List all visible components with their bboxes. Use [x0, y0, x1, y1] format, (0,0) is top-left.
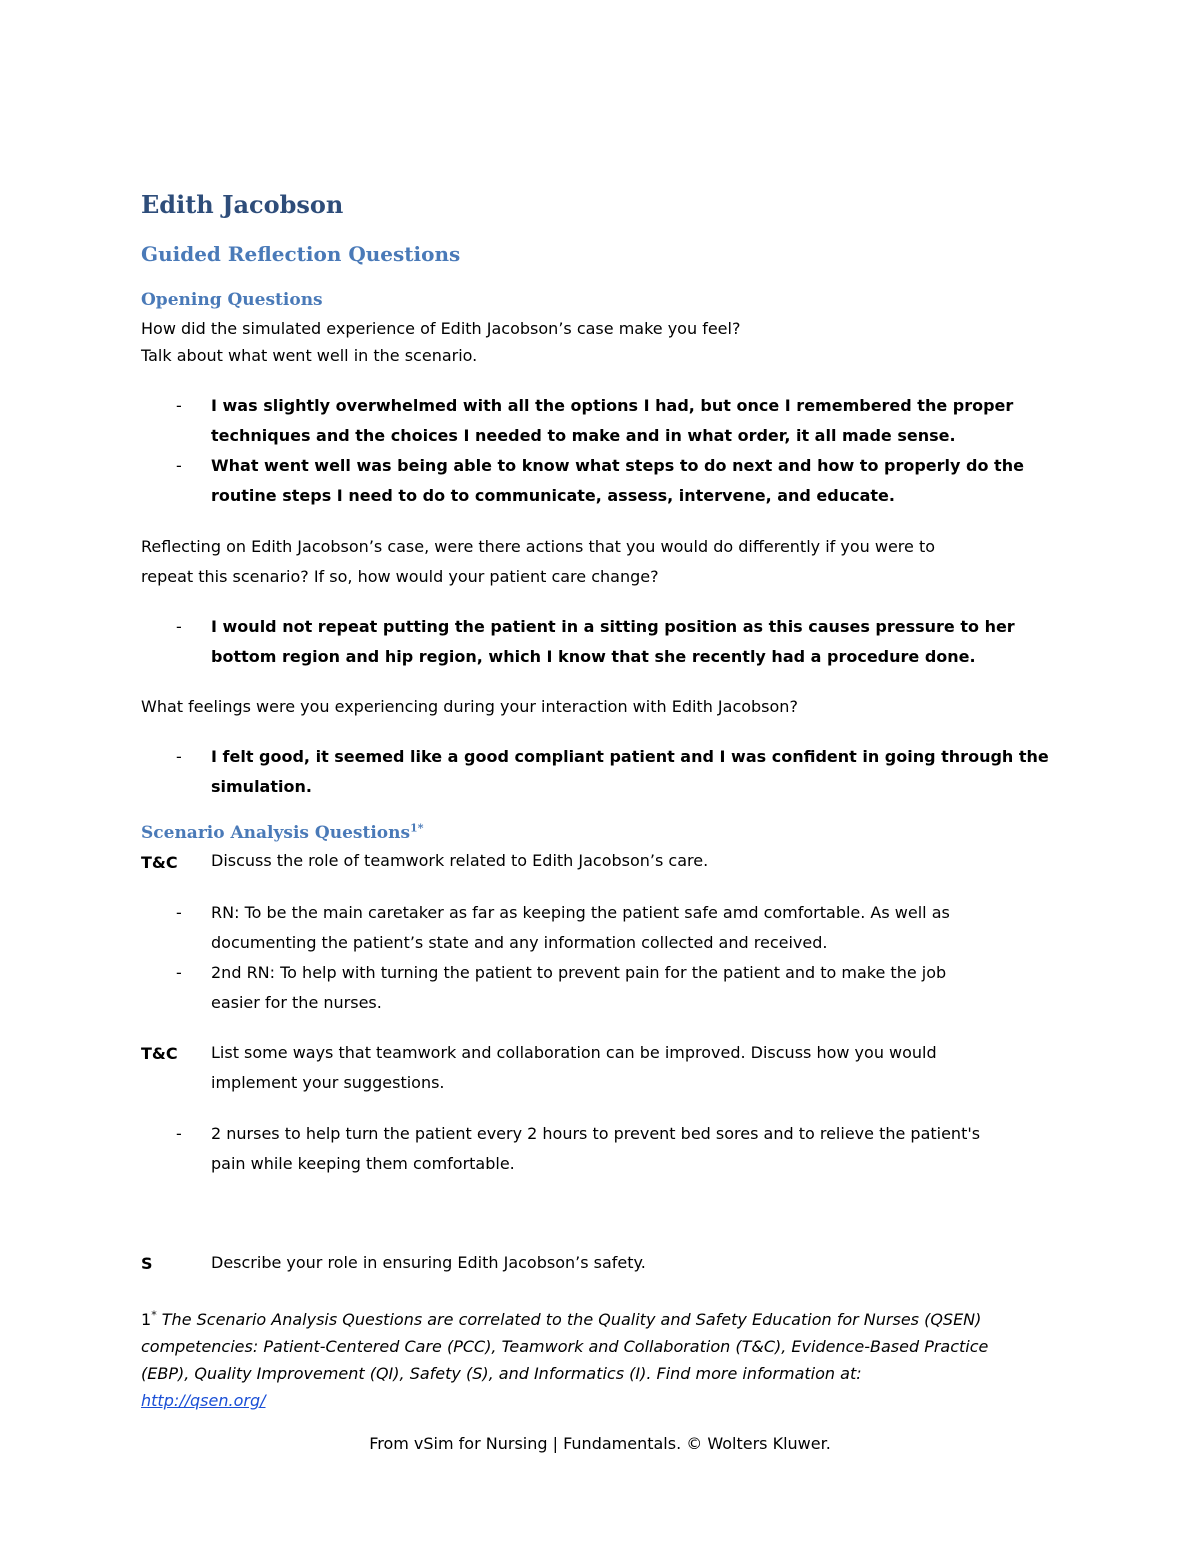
scenario-answer-1-line-1: RN: To be the main caretaker as far as keeping the patient safe amd comfortable. As well as [211, 903, 950, 922]
footnote-marker-sup: * [151, 1308, 157, 1322]
footnote-line-1 [141, 1307, 981, 1333]
document-title: Edith Jacobson [141, 190, 344, 219]
answer-2-line-2: routine steps I need to do to communicate, assess, intervene, and educate. [211, 486, 895, 505]
footnote-line-4 [141, 1388, 266, 1414]
scenario-analysis-heading-text: Scenario Analysis Questions [141, 823, 411, 843]
footnote-reference: 1* [410, 821, 424, 835]
scenario-answer-3-line-1: 2 nurses to help turn the patient every 2 hours to prevent bed sores and to relieve the patient's [211, 1124, 981, 1143]
bullet-dash: - [176, 396, 182, 415]
competency-code: T&C [141, 853, 178, 872]
answer-3-line-2: bottom region and hip region, which I know that she recently had a procedure done. [211, 647, 976, 666]
opening-question-4: What feelings were you experiencing during your interaction with Edith Jacobson? [141, 697, 798, 716]
scenario-question-3: Describe your role in ensuring Edith Jacobson’s safety. [211, 1253, 646, 1272]
opening-question-1: How did the simulated experience of Edith Jacobson’s case make you feel? [141, 319, 741, 338]
scenario-answer-2-line-2: easier for the nurses. [211, 993, 382, 1012]
scenario-question-1: Discuss the role of teamwork related to Edith Jacobson’s care. [211, 851, 709, 870]
footnote-line-2: competencies: Patient-Centered Care (PCC), Teamwork and Collaboration (T&C), Evidence-Based Practice [141, 1337, 989, 1356]
bullet-dash: - [176, 456, 182, 475]
opening-question-2: Talk about what went well in the scenario. [141, 346, 478, 365]
answer-1-line-1: I was slightly overwhelmed with all the options I had, but once I remembered the proper [211, 396, 1014, 415]
opening-question-3-line-2: repeat this scenario? If so, how would your patient care change? [141, 567, 659, 586]
bullet-dash: - [176, 747, 182, 766]
scenario-answer-1-line-2: documenting the patient’s state and any information collected and received. [211, 933, 828, 952]
answer-4-line-2: simulation. [211, 777, 312, 796]
scenario-answer-2-line-1: 2nd RN: To help with turning the patient to prevent pain for the patient and to make the job [211, 963, 947, 982]
competency-code: S [141, 1254, 153, 1273]
qsen-link[interactable]: http://qsen.org/ [141, 1391, 266, 1410]
bullet-dash: - [176, 963, 182, 982]
answer-3-line-1: I would not repeat putting the patient in a sitting position as this causes pressure to her [211, 617, 1015, 636]
scenario-analysis-heading [141, 823, 423, 843]
document-subtitle: Guided Reflection Questions [141, 242, 461, 266]
bullet-dash: - [176, 1124, 182, 1143]
scenario-question-2-line-1: List some ways that teamwork and collaboration can be improved. Discuss how you would [211, 1043, 937, 1062]
scenario-answer-3-line-2: pain while keeping them comfortable. [211, 1154, 515, 1173]
competency-code: T&C [141, 1044, 178, 1063]
footnote-marker: 1 [141, 1310, 152, 1329]
opening-questions-heading: Opening Questions [141, 290, 323, 310]
answer-2-line-1: What went well was being able to know what steps to do next and how to properly do the [211, 456, 1024, 475]
footnote-text: The Scenario Analysis Questions are correlated to the Quality and Safety Education for Nurses (QSEN) [156, 1310, 982, 1329]
scenario-question-2-line-2: implement your suggestions. [211, 1073, 445, 1092]
bullet-dash: - [176, 617, 182, 636]
footnote-line-3: (EBP), Quality Improvement (QI), Safety (S), and Informatics (I). Find more information at: [141, 1364, 862, 1383]
answer-4-line-1: I felt good, it seemed like a good compliant patient and I was confident in going through the [211, 747, 1049, 766]
page-footer: From vSim for Nursing | Fundamentals. © Wolters Kluwer. [369, 1434, 831, 1453]
opening-question-3-line-1: Reflecting on Edith Jacobson’s case, were there actions that you would do differently if you were to [141, 537, 935, 556]
bullet-dash: - [176, 903, 182, 922]
answer-1-line-2: techniques and the choices I needed to make and in what order, it all made sense. [211, 426, 956, 445]
